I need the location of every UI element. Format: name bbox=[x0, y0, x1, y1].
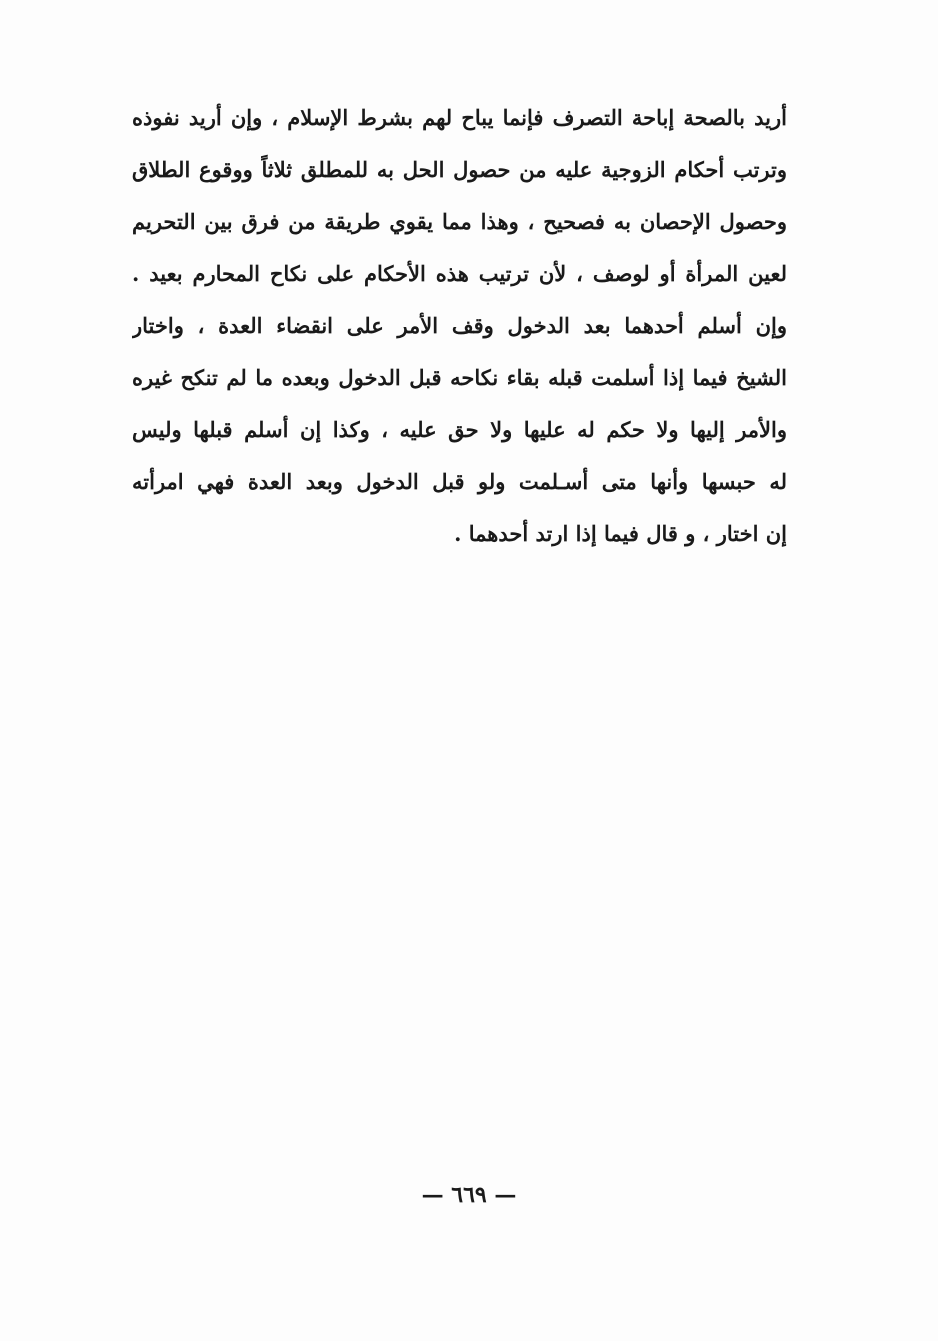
body-text bbox=[132, 96, 787, 564]
text-line: وحصول الإحصان به فصحيح ، وهذا مما يقوي طريقة من فرق بين التحريم bbox=[132, 209, 787, 234]
text-line: والأمر إليها ولا حكم له عليها ولا حق عليه ، وكذا إن أسلم قبلها وليس bbox=[132, 417, 787, 442]
page-number: — ٦٦٩ — bbox=[421, 1182, 517, 1208]
text-line: أريد بالصحة إباحة التصرف فإنما يباح لهم بشرط الإسلام ، وإن أريد نفوذه bbox=[132, 105, 787, 130]
text-line: وإن أسلم أحدهما بعد الدخول وقف الأمر على انقضاء العدة ، واختار bbox=[132, 313, 787, 338]
text-line: لعين المرأة أو لوصف ، لأن ترتيب هذه الأحكام على نكاح المحارم بعيد . bbox=[132, 261, 787, 286]
text-line: الشيخ فيما إذا أسلمت قبله بقاء نكاحه قبل الدخول وبعده ما لم تنكح غيره bbox=[132, 365, 787, 390]
text-line: وترتب أحكام الزوجية عليه من حصول الحل به للمطلق ثلاثاً ووقوع الطلاق bbox=[132, 157, 787, 182]
text-line: إن اختار ، و قال فيما إذا ارتد أحدهما . bbox=[454, 521, 787, 546]
text-line: له حبسها وأنها متى أسـلمت ولو قبل الدخول وبعد العدة فهي امرأته bbox=[132, 469, 787, 494]
